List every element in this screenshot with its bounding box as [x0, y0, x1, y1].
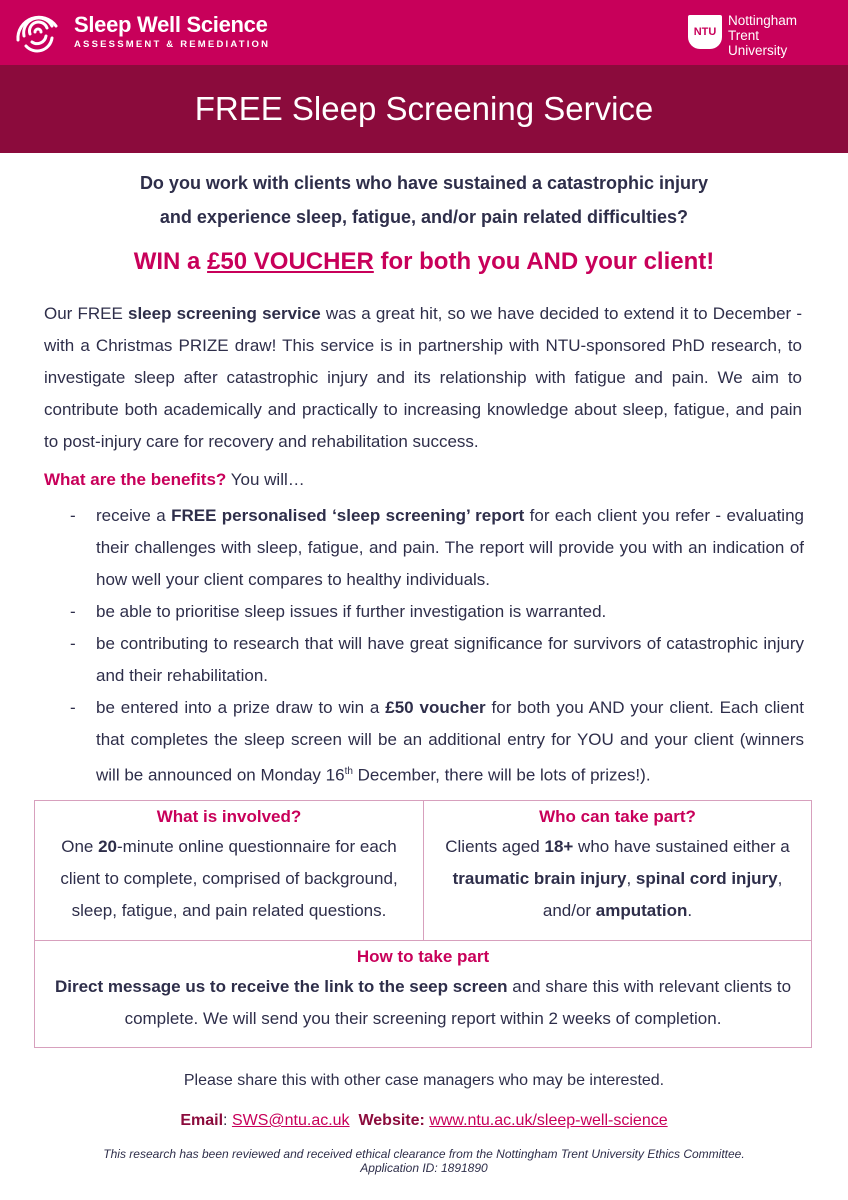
benefits-heading-tail: You will… [226, 470, 305, 489]
ethics-statement [60, 1147, 788, 1175]
bold-text: Direct message us to receive the link to the seep screen [54, 977, 508, 996]
email-link[interactable]: SWS@ntu.ac.uk [231, 1112, 350, 1129]
intro-text-2: was a great hit, so we have decided to extend it to December - with a Christmas PRIZE draw! This service is in partnership with NTU-sponsored PhD research, to investigate sleep after catastrophic injury and its relationship with fatigue and pain. We aim to contribute both academically and practically to increasing knowledge about sleep, fatigue, and pain to post-injury care for recovery and rehabilitation success. [44, 304, 803, 451]
ntu-name-line2: University [728, 43, 788, 58]
list-dash: - [70, 602, 76, 621]
prize-pre: WIN a [133, 248, 208, 275]
list-item [64, 692, 804, 792]
header-bar [0, 0, 848, 65]
intro-question [60, 166, 788, 234]
text: , [626, 869, 636, 888]
prize-post: for both you AND your client! [373, 248, 715, 275]
intro-paragraph [44, 298, 802, 458]
text: One [61, 837, 99, 856]
swirl-logo-icon [10, 10, 66, 54]
benefits-heading-label: What are the benefits? [44, 470, 227, 489]
bold-text: 18+ [544, 837, 574, 856]
prize-voucher: £50 VOUCHER [207, 248, 374, 275]
ntu-name-line1: Nottingham Trent [728, 13, 798, 43]
text: -minute online questionnaire for each client to complete, comprised of background, sleep, fatigue, and pain related questions. [60, 837, 398, 920]
how-text [47, 971, 799, 1035]
who-heading: Who can take part? [539, 807, 696, 826]
email-label: Email [180, 1112, 224, 1129]
who-box [423, 800, 812, 941]
bold-text: 20 [98, 837, 118, 856]
bold-text: traumatic brain injury [452, 869, 627, 888]
benefits-heading [44, 470, 305, 490]
item-bold: £50 voucher [385, 698, 486, 717]
page-title: FREE Sleep Screening Service [0, 65, 848, 153]
item-bold: FREE personalised ‘sleep screening’ report [171, 506, 525, 525]
logo-name: Sleep Well Science [74, 12, 268, 37]
question-line-1: Do you work with clients who have sustained a catastrophic injury [139, 173, 709, 193]
logo-subtitle: ASSESSMENT & REMEDIATION [74, 39, 271, 50]
involved-text [43, 831, 415, 927]
colon: : [223, 1112, 232, 1129]
how-box [34, 940, 812, 1048]
question-line-2: and experience sleep, fatigue, and/or pain related difficulties? [159, 207, 689, 227]
ntu-logo [688, 13, 824, 58]
bold-text: spinal cord injury [635, 869, 778, 888]
item-text: for both you AND your client. Each client that completes the sleep screen will be an additional entry for YOU and your client (winners will be announced on Monday 16 [96, 698, 804, 785]
item-text: be entered into a prize draw to win a [96, 698, 386, 717]
how-heading: How to take part [356, 947, 490, 966]
involved-heading: What is involved? [156, 807, 302, 826]
item-sup: th [344, 766, 353, 777]
item-text: receive a [96, 506, 172, 525]
prize-headline [40, 248, 808, 276]
text: , and/or [542, 869, 783, 920]
intro-text-1: Our FREE [44, 304, 128, 323]
website-label: Website: [358, 1112, 425, 1129]
ethics-application-id: Application ID: 1891890 [360, 1161, 488, 1175]
list-item [64, 628, 804, 692]
intro-bold: sleep screening service [127, 304, 321, 323]
text: and share this with relevant clients to complete. We will send you their screening report within 2 weeks of completion. [124, 977, 792, 1028]
item-text: be able to prioritise sleep issues if further investigation is warranted. [96, 602, 607, 621]
text: Clients aged [445, 837, 545, 856]
sleep-well-science-logo [10, 10, 270, 54]
contact-line [0, 1112, 848, 1130]
item-text: December, there will be lots of prizes!). [352, 765, 651, 785]
item-text: for each client you refer - evaluating their challenges with sleep, fatigue, and pain. The report will provide you with an indication of how well your client compares to healthy individuals. [96, 506, 804, 589]
who-text [434, 831, 801, 927]
list-dash: - [70, 698, 76, 717]
text: who have sustained either a [573, 837, 790, 856]
list-dash: - [70, 506, 76, 525]
benefits-list [64, 500, 804, 792]
list-item [64, 596, 804, 628]
list-dash: - [70, 634, 76, 653]
involved-box [34, 800, 424, 941]
ethics-line-1: This research has been reviewed and received ethical clearance from the Nottingham Trent University Ethics Committee. [103, 1147, 745, 1161]
ntu-shield-icon: NTU [688, 15, 722, 49]
item-text: be contributing to research that will have great significance for survivors of catastrophic injury and their rehabilitation. [96, 634, 804, 685]
text: . [687, 901, 693, 920]
bold-text: amputation [595, 901, 688, 920]
share-note: Please share this with other case managers who may be interested. [183, 1072, 665, 1089]
list-item [64, 500, 804, 596]
website-link[interactable]: www.ntu.ac.uk/sleep-well-science [429, 1112, 668, 1129]
